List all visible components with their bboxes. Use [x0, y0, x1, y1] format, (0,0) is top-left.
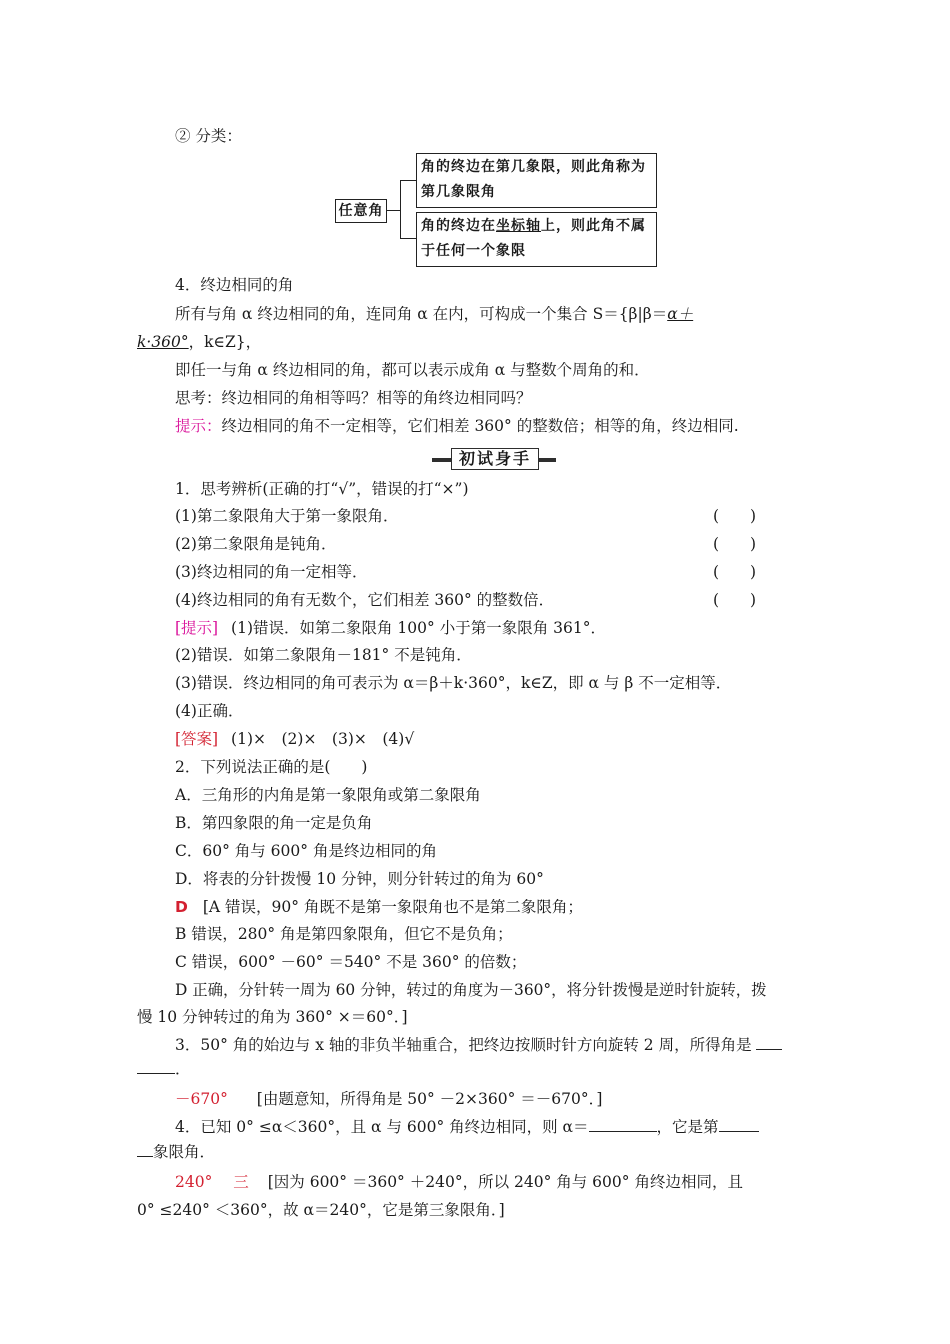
q1-tip-2: (2)错误．如第二象限角－181° 不是钝角． — [175, 646, 472, 664]
q2-option-b: B．第四象限的角一定是负角 — [175, 814, 373, 832]
q2-explain-1 — [175, 896, 583, 918]
banner-title: 初试身手 — [451, 448, 539, 470]
root-connector — [387, 210, 400, 211]
tip-1-text: (1)错误．如第二象限角 100° 小于第一象限角 361°． — [231, 619, 606, 637]
q2-stem: 2．下列说法正确的是( ) — [175, 758, 368, 776]
q2-explain-1-text: [A 错误，90° 角既不是第一象限角也不是第二象限角； — [202, 898, 583, 916]
q2-explain-5: 慢 10 分钟转过的角为 360° ×＝60°．] — [137, 1008, 408, 1026]
q2-explain-4: D 正确，分针转一周为 60 分钟，转过的角度为－360°，将分针拨慢是逆时针旋转，拨 — [175, 981, 767, 999]
q4-stem-line2 — [137, 1141, 215, 1163]
classify-label: ② 分类： — [175, 127, 242, 145]
q4-blank-3 — [137, 1142, 153, 1157]
q2-explain-3: C 错误，600° －60° ＝540° 不是 360° 的倍数； — [175, 953, 527, 971]
branch1-line2 — [421, 180, 656, 205]
q4-explain-2: 0° ≤240° ＜360°，故 α＝240°，它是第三象限角．] — [137, 1201, 505, 1219]
branch1-term: 第几象限角 — [421, 184, 496, 200]
branch2-term: 坐标轴 — [496, 218, 541, 234]
q2-option-d: D．将表的分针拨慢 10 分钟，则分针转过的角为 60° — [175, 870, 544, 888]
hint-label: 提示： — [175, 417, 222, 435]
q4-explain-1: [因为 600° ＝360° ＋240°，所以 240° 角与 600° 角终边相同，且 — [267, 1173, 743, 1191]
q1-tip-3: (3)错误．终边相同的角可表示为 α＝β＋k·360°，k∈Z，即 α 与 β 不一定相等． — [175, 674, 732, 692]
q3-stem-line2 — [137, 1058, 191, 1080]
root-box — [335, 199, 387, 223]
hint-text: 终边相同的角不一定相等，它们相差 360° 的整数倍；相等的角，终边相同. — [221, 417, 739, 435]
branch2-connector — [400, 238, 416, 239]
q4-answer — [175, 1171, 743, 1193]
q1-item-3: (3)终边相同的角一定相等． — [175, 563, 368, 581]
q1-answer — [175, 728, 414, 750]
tip-label: [提示] — [175, 619, 219, 637]
q4-blank-2 — [719, 1117, 759, 1132]
section4-title: 4．终边相同的角 — [175, 276, 294, 294]
branch2-box — [416, 212, 657, 267]
q1-paren-3: ( ) — [713, 563, 757, 581]
q3-stem — [175, 1034, 782, 1056]
section4-think: 思考：终边相同的角相等吗？相等的角终边相同吗？ — [175, 389, 532, 407]
q1-item-2: (2)第二象限角是钝角． — [175, 535, 337, 553]
q1-tip-1 — [175, 617, 606, 639]
q2-option-c: C．60° 角与 600° 角是终边相同的角 — [175, 842, 437, 860]
q1-paren-2: ( ) — [713, 535, 757, 553]
q2-explain-2: B 错误，280° 角是第四象限角，但它不是负角； — [175, 925, 513, 943]
q3-answer — [175, 1088, 602, 1110]
q4-stem-text-c: 象限角． — [153, 1143, 216, 1161]
q1-item-1: (1)第二象限角大于第一象限角． — [175, 507, 399, 525]
q1-paren-1: ( ) — [713, 507, 757, 525]
q3-explain: [由题意知，所得角是 50° －2×360° ＝－670°．] — [256, 1090, 603, 1108]
q2-option-a: A．三角形的内角是第一象限角或第二象限角 — [175, 786, 481, 804]
q3-blank-2 — [137, 1059, 175, 1074]
branch1-box — [416, 153, 657, 208]
section4-p2-blank: k·360° — [137, 333, 189, 351]
answer-text: (1)× (2)× (3)× (4)√ — [231, 730, 415, 748]
q4-answer-2: 三 — [233, 1173, 249, 1191]
section4-p1-blank: α＋ — [667, 305, 694, 323]
branch2-text-c: 上，则此角不属 — [541, 218, 646, 234]
branch-connector — [400, 180, 401, 238]
q4-blank-1 — [589, 1117, 657, 1132]
q3-answer-value: －670° — [175, 1090, 228, 1108]
q1-paren-4: ( ) — [713, 591, 757, 609]
section4-p3: 即任一与角 α 终边相同的角，都可以表示成角 α 与整数个周角的和． — [175, 361, 650, 379]
root-label: 任意角 — [338, 203, 384, 219]
branch2-line2: 于任何一个象限 — [421, 243, 526, 259]
q3-stem-end: ． — [175, 1060, 191, 1078]
q4-answer-1: 240° — [175, 1173, 213, 1191]
q1-stem: 1．思考辨析(正确的打“√”，错误的打“×”) — [175, 480, 469, 498]
answer-label: [答案] — [175, 730, 219, 748]
branch2-line1 — [421, 214, 656, 239]
section4-p2 — [137, 331, 261, 353]
q3-stem-text: 3．50° 角的始边与 x 轴的非负半轴重合，把终边按顺时针方向旋转 2 周，所得角是 — [175, 1036, 752, 1054]
branch1-connector — [400, 180, 416, 181]
q2-answer: D — [175, 898, 188, 916]
q1-item-4: (4)终边相同的角有无数个，它们相差 360° 的整数倍． — [175, 591, 555, 609]
q4-stem-text-a: 4．已知 0° ≤α＜360°，且 α 与 600° 角终边相同，则 α＝ — [175, 1118, 589, 1136]
q4-stem — [175, 1116, 759, 1138]
section4-p1-text: 所有与角 α 终边相同的角，连同角 α 在内，可构成一个集合 S＝{β|β＝ — [175, 305, 668, 323]
branch1-line1: 角的终边在第几象限，则此角称为 — [421, 159, 646, 175]
q1-tip-4: (4)正确． — [175, 702, 244, 720]
section4-p1 — [175, 303, 693, 325]
section4-hint — [175, 415, 739, 437]
q3-blank-1 — [756, 1035, 782, 1050]
branch2-text-a: 角的终边在 — [421, 218, 496, 234]
section4-p2-text: ，k∈Z}， — [188, 333, 262, 351]
q4-stem-text-b: ，它是第 — [656, 1118, 719, 1136]
